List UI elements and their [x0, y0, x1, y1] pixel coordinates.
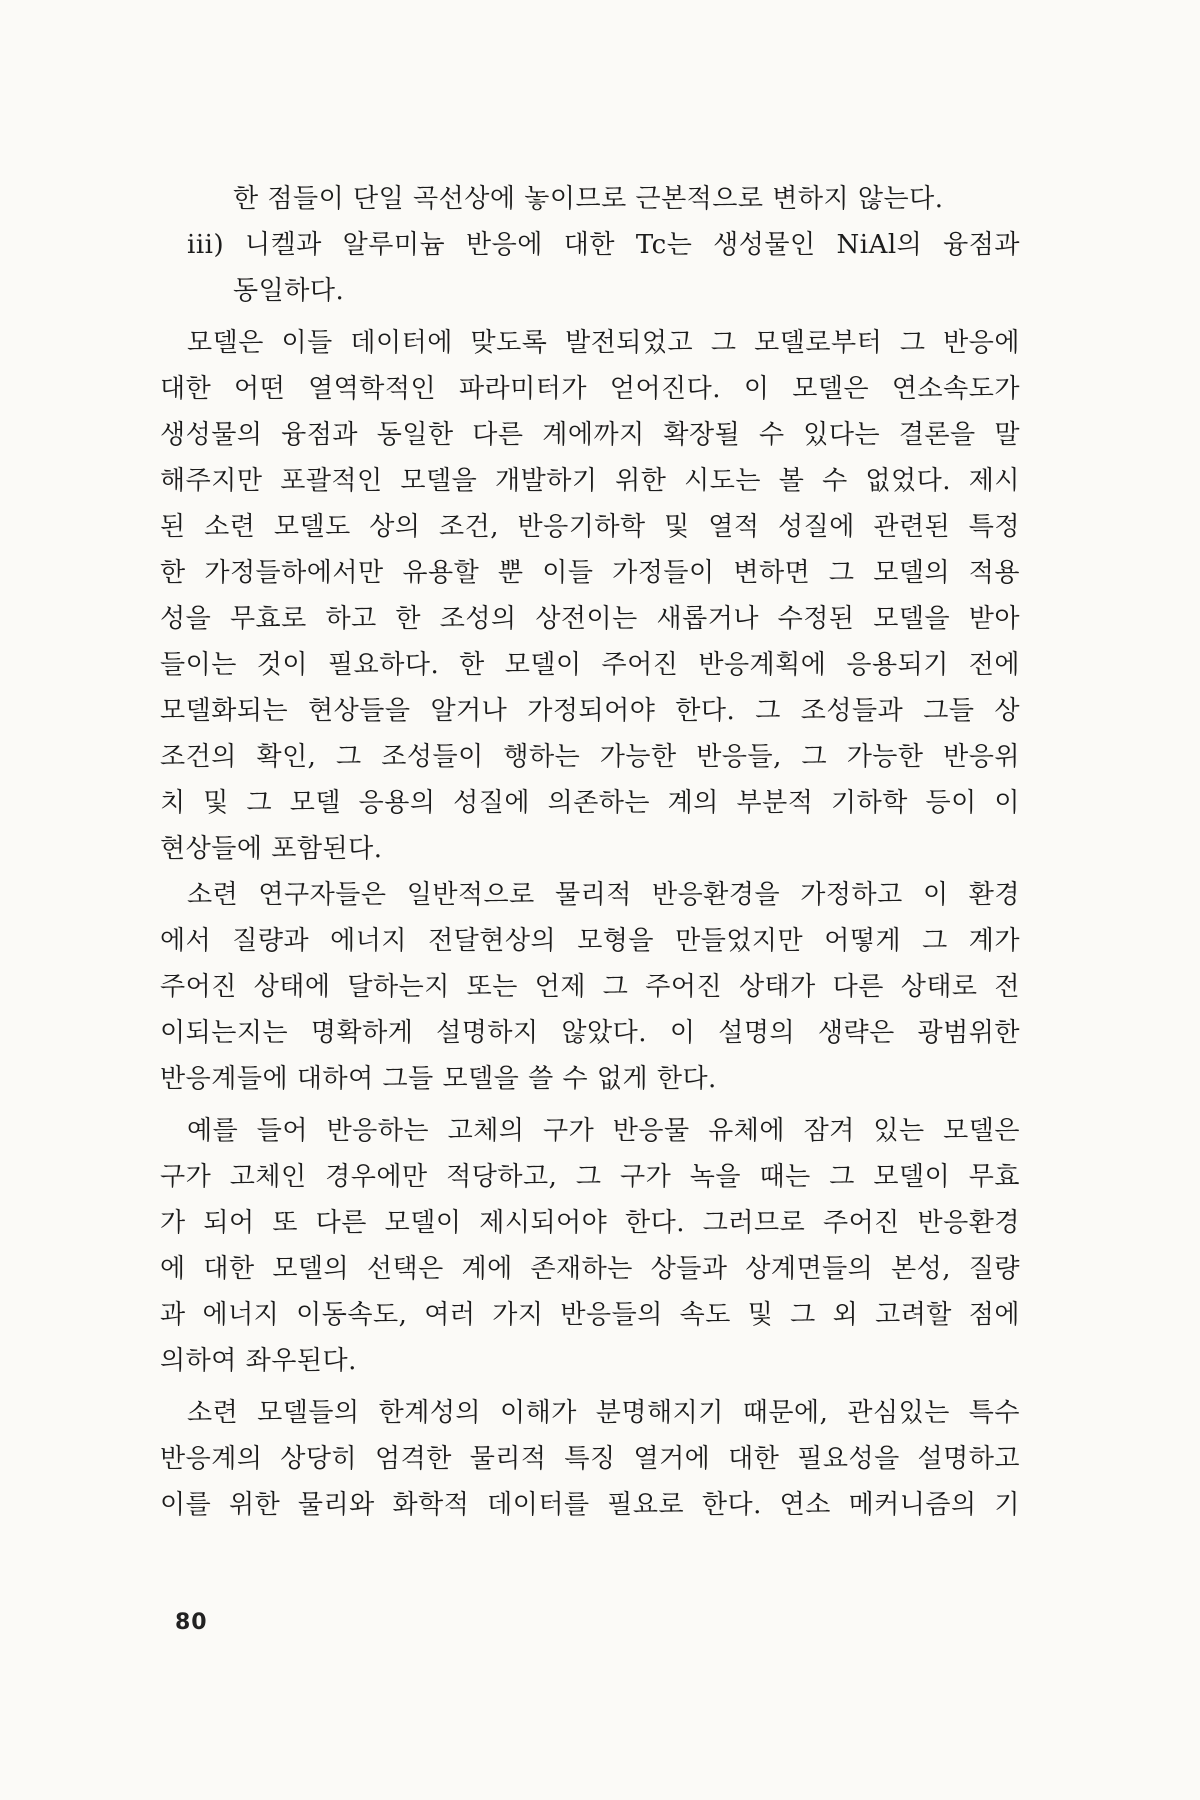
text-line: 이되는지는 명확하게 설명하지 않았다. 이 설명의 생략은 광범위한	[160, 1018, 1020, 1048]
text-line: 들이는 것이 필요하다. 한 모델이 주어진 반응계획에 응용되기 전에	[160, 650, 1020, 680]
text-line: 모델화되는 현상들을 알거나 가정되어야 한다. 그 조성들과 그들 상	[160, 696, 1020, 726]
body-text	[160, 176, 1020, 1528]
text-line: 모델은 이들 데이터에 맞도록 발전되었고 그 모델로부터 그 반응에	[187, 328, 1020, 358]
text-line: 과 에너지 이동속도, 여러 가지 반응들의 속도 및 그 외 고려할 점에	[160, 1300, 1020, 1330]
text-line: 이를 위한 물리와 화학적 데이터를 필요로 한다. 연소 메커니즘의 기	[160, 1490, 1020, 1520]
text-line: 예를 들어 반응하는 고체의 구가 반응물 유체에 잠겨 있는 모델은	[187, 1116, 1020, 1146]
text-line: 주어진 상태에 달하는지 또는 언제 그 주어진 상태가 다른 상태로 전	[160, 972, 1020, 1002]
text-line: 구가 고체인 경우에만 적당하고, 그 구가 녹을 때는 그 모델이 무효	[160, 1162, 1020, 1192]
text-line: 에 대한 모델의 선택은 계에 존재하는 상들과 상계면들의 본성, 질량	[160, 1254, 1020, 1284]
text-line: 반응계의 상당히 엄격한 물리적 특징 열거에 대한 필요성을 설명하고	[160, 1444, 1020, 1474]
text-line: 조건의 확인, 그 조성들이 행하는 가능한 반응들, 그 가능한 반응위	[160, 742, 1020, 772]
text-line: 치 및 그 모델 응용의 성질에 의존하는 계의 부분적 기하학 등이 이	[160, 788, 1020, 818]
text-line: 반응계들에 대하여 그들 모델을 쓸 수 없게 한다.	[160, 1064, 717, 1094]
text-line: 소련 모델들의 한계성의 이해가 분명해지기 때문에, 관심있는 특수	[187, 1398, 1020, 1428]
text-line: 대한 어떤 열역학적인 파라미터가 얻어진다. 이 모델은 연소속도가	[160, 374, 1020, 404]
text-line: 생성물의 융점과 동일한 다른 계에까지 확장될 수 있다는 결론을 말	[160, 420, 1020, 450]
page-number: 80	[175, 1610, 208, 1635]
text-line: 한 점들이 단일 곡선상에 놓이므로 근본적으로 변하지 않는다.	[233, 184, 944, 214]
text-line: 동일하다.	[233, 276, 345, 306]
text-line: 해주지만 포괄적인 모델을 개발하기 위한 시도는 볼 수 없었다. 제시	[160, 466, 1020, 496]
text-line: iii) 니켈과 알루미늄 반응에 대한 Tc는 생성물인 NiAl의 융점과	[187, 230, 1020, 260]
text-line: 현상들에 포함된다.	[160, 834, 383, 864]
text-line: 소련 연구자들은 일반적으로 물리적 반응환경을 가정하고 이 환경	[187, 880, 1020, 910]
text-line: 의하여 좌우된다.	[160, 1346, 357, 1376]
text-line: 에서 질량과 에너지 전달현상의 모형을 만들었지만 어떻게 그 계가	[160, 926, 1020, 956]
text-line: 가 되어 또 다른 모델이 제시되어야 한다. 그러므로 주어진 반응환경	[160, 1208, 1020, 1238]
text-line: 한 가정들하에서만 유용할 뿐 이들 가정들이 변하면 그 모델의 적용	[160, 558, 1020, 588]
text-line: 된 소련 모델도 상의 조건, 반응기하학 및 열적 성질에 관련된 특정	[160, 512, 1020, 542]
text-line: 성을 무효로 하고 한 조성의 상전이는 새롭거나 수정된 모델을 받아	[160, 604, 1020, 634]
